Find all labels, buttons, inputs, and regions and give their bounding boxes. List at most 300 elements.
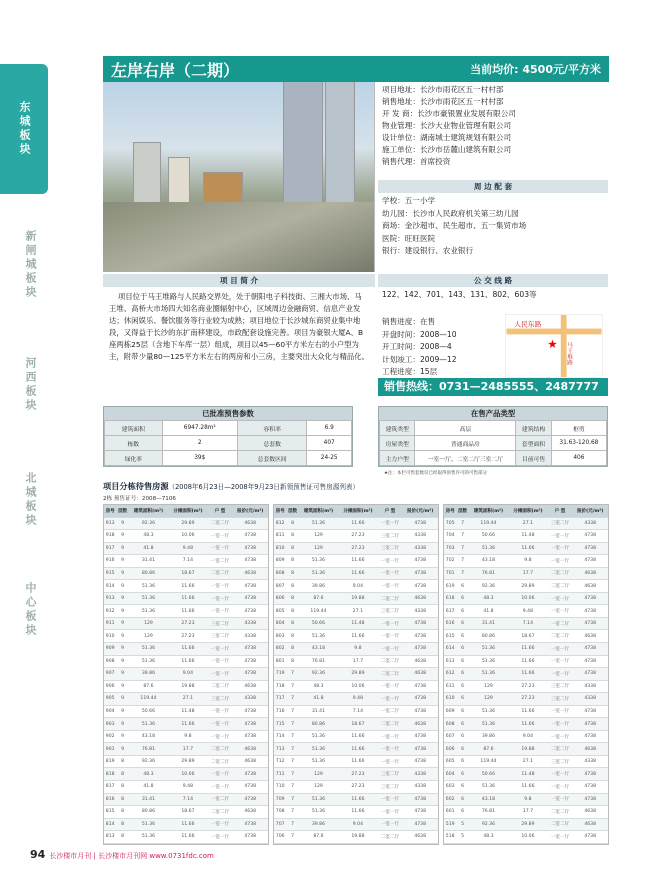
listing-cell: 4338: [402, 780, 438, 793]
listing-header-cell: 房号: [444, 505, 456, 517]
listing-cell: 6: [456, 668, 468, 681]
listing-subtitle: 2栋 预售证号：2008—7106: [103, 496, 176, 502]
listing-cell: 9: [116, 730, 128, 743]
listing-cell: 一室一厅: [548, 768, 573, 781]
facility-item: 学校：五一小学: [382, 196, 436, 205]
listing-cell: 二室二厅: [548, 818, 573, 831]
listing-cell: 813: [104, 831, 116, 844]
table-row: [274, 555, 438, 568]
listing-cell: 7: [286, 793, 298, 806]
table-row: [444, 655, 608, 668]
listing-cell: 三室二厅: [378, 542, 403, 555]
listing-cell: 4638: [232, 743, 268, 756]
listing-cell: 617: [444, 605, 456, 618]
table-row: [274, 542, 438, 555]
listing-cell: 27.23: [168, 630, 207, 643]
table-row: [444, 780, 608, 793]
param-label: 房屋类型: [380, 436, 415, 451]
listing-cell: 8: [286, 542, 298, 555]
param-value: 6947.28m²: [162, 421, 237, 436]
param-row: [380, 436, 607, 451]
sidebar-tab-label: 中心板块: [24, 582, 37, 638]
status-line: 销售进度：在售: [382, 317, 436, 326]
listing-cell: 一室一厅: [208, 718, 233, 731]
sidebar-tab-label: 东城板块: [18, 101, 31, 157]
listing-cell: 805: [274, 605, 286, 618]
listing-cell: 27.23: [508, 693, 547, 706]
listing-cell: 4338: [402, 605, 438, 618]
listing-cell: 6: [456, 693, 468, 706]
param-label: 目前可售: [516, 451, 551, 466]
listing-cell: 二室二厅: [378, 592, 403, 605]
listing-cell: 51.36: [469, 668, 508, 681]
listing-cell: 7: [286, 818, 298, 831]
listing-cell: 29.89: [338, 668, 377, 681]
listing-cell: 7: [286, 668, 298, 681]
listing-cell: 701: [444, 567, 456, 580]
listing-cell: 811: [274, 530, 286, 543]
listing-cell: 4738: [572, 730, 608, 743]
listing-cell: 6: [456, 755, 468, 768]
listing-cell: 915: [104, 567, 116, 580]
listing-cell: 二室二厅: [378, 831, 403, 844]
table-row: [274, 705, 438, 718]
facilities-title: 周 边 配 套: [378, 180, 608, 193]
listing-cell: 一室一厅: [548, 642, 573, 655]
listing-cell: 一室一厅: [548, 605, 573, 618]
listing-cell: 51.36: [299, 743, 338, 756]
listing-cell: 9: [116, 555, 128, 568]
listing-cell: 一室一厅: [208, 705, 233, 718]
table-row: [104, 530, 268, 543]
listing-heading: 项目分栋待售房源: [103, 481, 169, 491]
listing-cell: 4738: [232, 718, 268, 731]
listing-cell: 一室一厅: [548, 831, 573, 844]
listing-cell: 41.8: [299, 693, 338, 706]
listing-cell: 二室二厅: [548, 743, 573, 756]
param-value: 高层: [415, 421, 516, 436]
listing-cell: 9.48: [338, 693, 377, 706]
table-row: [104, 768, 268, 781]
listing-cell: 19.88: [338, 831, 377, 844]
listing-cell: 76.81: [469, 806, 508, 819]
listing-cell: 51.36: [129, 592, 168, 605]
status-line: 计划竣工：2009—12: [382, 354, 457, 364]
listing-cell: 4738: [232, 793, 268, 806]
listing-cell: 一室一厅: [378, 743, 403, 756]
listing-cell: 8: [286, 530, 298, 543]
listing-cell: 一室一厅: [378, 630, 403, 643]
listing-cell: 9: [116, 743, 128, 756]
listing-cell: 7: [286, 680, 298, 693]
table-row: [274, 630, 438, 643]
listing-cell: 87.6: [129, 680, 168, 693]
presale-title: 已批准预售参数: [104, 407, 352, 420]
listing-cell: 606: [444, 743, 456, 756]
listing-cell: 51.36: [129, 718, 168, 731]
listing-cell: 6: [456, 655, 468, 668]
listing-cell: 4338: [572, 755, 608, 768]
listing-cell: 6: [456, 705, 468, 718]
table-row: [104, 517, 268, 530]
param-row: [380, 421, 607, 436]
map-road1-label: 人民东路: [514, 320, 542, 329]
listing-cell: 11.66: [168, 718, 207, 731]
bus-title: 公 交 线 路: [378, 274, 608, 287]
listing-cell: 7.14: [168, 555, 207, 568]
listing-cell: 712: [274, 755, 286, 768]
listing-cell: 80.86: [129, 806, 168, 819]
project-header: [103, 56, 609, 82]
listing-cell: 48.3: [469, 831, 508, 844]
listing-cell: 51.36: [299, 806, 338, 819]
table-row: [104, 630, 268, 643]
param-value: 6.9: [307, 421, 352, 436]
listing-cell: 51.36: [299, 517, 338, 530]
listing-cell: 6: [456, 630, 468, 643]
table-row: [444, 517, 608, 530]
map-road-horizontal: [507, 329, 602, 335]
listing-cell: 4638: [232, 567, 268, 580]
listing-cell: 6: [456, 718, 468, 731]
listing-cell: 18.67: [508, 630, 547, 643]
listing-cell: 913: [104, 592, 116, 605]
listing-cell: 76.81: [129, 743, 168, 756]
listing-cell: 一室一厅: [208, 668, 233, 681]
listing-cell: 17.7: [508, 806, 547, 819]
table-row: [104, 680, 268, 693]
listing-cell: 48.3: [129, 768, 168, 781]
listing-cell: 一室一厅: [548, 655, 573, 668]
listing-cell: 4738: [232, 530, 268, 543]
table-row: [444, 530, 608, 543]
listing-cell: 4638: [402, 831, 438, 844]
listing-cell: 11.48: [168, 705, 207, 718]
param-label: 建筑面积: [105, 421, 163, 436]
listing-cell: 27.23: [338, 780, 377, 793]
listing-cell: 129: [299, 780, 338, 793]
listing-cell: 809: [274, 555, 286, 568]
listing-cell: 11.66: [338, 517, 377, 530]
listing-cell: 4738: [232, 705, 268, 718]
listing-cell: 9.8: [168, 730, 207, 743]
table-row: [444, 542, 608, 555]
listing-cell: 11.66: [168, 642, 207, 655]
listing-cell: 9: [116, 580, 128, 593]
info-line: 销售代理：首席投资: [382, 157, 451, 166]
listing-cell: 92.36: [129, 517, 168, 530]
table-row: [104, 655, 268, 668]
page-number: 94: [30, 848, 46, 861]
listing-cell: 11.66: [508, 705, 547, 718]
listing-cell: 4738: [402, 642, 438, 655]
listing-cell: 912: [104, 605, 116, 618]
listing-cell: 41.8: [129, 780, 168, 793]
listing-cell: 43.18: [469, 793, 508, 806]
listing-cell: 4738: [402, 755, 438, 768]
listing-cell: 612: [444, 668, 456, 681]
listing-cell: 806: [274, 592, 286, 605]
listing-header-cell: 层数: [116, 505, 128, 517]
listing-cell: 4738: [232, 605, 268, 618]
listing-cell: 4738: [232, 730, 268, 743]
listing-cell: 三室二厅: [378, 605, 403, 618]
listing-header-row: [444, 505, 608, 517]
listing-cell: 9.04: [338, 818, 377, 831]
table-row: [444, 642, 608, 655]
listing-cell: 5: [456, 818, 468, 831]
listing-cell: 27.1: [508, 517, 547, 530]
listing-cell: 27.1: [338, 605, 377, 618]
table-row: [104, 642, 268, 655]
listing-cell: 11.66: [338, 793, 377, 806]
status-line: 开工时间：2008—4: [382, 342, 452, 351]
listing-cell: 4738: [232, 542, 268, 555]
listing-cell: 51.36: [299, 755, 338, 768]
listing-column-2: [273, 504, 439, 845]
listing-cell: 二室二厅: [548, 630, 573, 643]
footer: [30, 848, 214, 861]
listing-cell: 7: [286, 693, 298, 706]
status-line: 工程进度：15层: [382, 367, 438, 376]
listing-cell: 18.67: [338, 718, 377, 731]
listing-cell: 4738: [232, 655, 268, 668]
listing-header-cell: 户 型: [208, 505, 233, 517]
table-row: [444, 630, 608, 643]
listing-cell: 19.88: [508, 743, 547, 756]
listing-cell: 27.23: [338, 530, 377, 543]
listing-cell: 4638: [572, 580, 608, 593]
listing-cell: 一室二厅: [208, 555, 233, 568]
listing-cell: 51.36: [299, 793, 338, 806]
table-row: [444, 680, 608, 693]
table-row: [274, 768, 438, 781]
table-row: [274, 718, 438, 731]
listing-header-cell: 分摊面积(m²): [508, 505, 547, 517]
listing-range: （2008年6月23日—2008年9月23日新领预售证可售房源列表）: [168, 483, 360, 491]
listing-header-cell: 层数: [286, 505, 298, 517]
listing-cell: 48.3: [129, 530, 168, 543]
listing-cell: 51.36: [469, 780, 508, 793]
listing-cell: 9.8: [508, 555, 547, 568]
info-line: 物业管理：长沙大业物业管理有限公司: [382, 121, 512, 130]
listing-cell: 4738: [572, 705, 608, 718]
table-row: [104, 730, 268, 743]
listing-cell: 704: [444, 530, 456, 543]
listing-cell: 4338: [572, 517, 608, 530]
sidebar-tab-1[interactable]: [10, 210, 50, 320]
project-photo: [103, 82, 375, 272]
param-label: 建筑结构: [516, 421, 551, 436]
table-row: [274, 693, 438, 706]
listing-cell: 4638: [232, 755, 268, 768]
listing-cell: 一室一厅: [208, 768, 233, 781]
listing-cell: 50.66: [299, 617, 338, 630]
listing-cell: 7.14: [508, 617, 547, 630]
table-row: [444, 580, 608, 593]
listing-cell: 911: [104, 617, 116, 630]
table-row: [444, 592, 608, 605]
listing-cell: 92.36: [469, 580, 508, 593]
listing-cell: 31.41: [129, 793, 168, 806]
listing-cell: 一室一厅: [208, 592, 233, 605]
listing-cell: 18.67: [168, 806, 207, 819]
listing-cell: 4638: [572, 818, 608, 831]
sidebar-tab-0[interactable]: [0, 64, 48, 194]
listing-cell: 4738: [402, 555, 438, 568]
listing-cell: 7: [286, 780, 298, 793]
listing-cell: 二室二厅: [208, 806, 233, 819]
param-value: 框剪: [551, 421, 606, 436]
listing-cell: 4738: [402, 818, 438, 831]
listing-header-cell: 户 型: [548, 505, 573, 517]
listing-cell: 80.86: [299, 718, 338, 731]
listing-cell: 4738: [232, 555, 268, 568]
listing-cell: 816: [104, 793, 116, 806]
listing-cell: 18.67: [168, 567, 207, 580]
listing-cell: 9.48: [168, 780, 207, 793]
listing-cell: 4338: [572, 680, 608, 693]
listing-cell: 三室二厅: [208, 617, 233, 630]
listing-header-cell: 建筑面积(m²): [469, 505, 508, 517]
listing-cell: 119.44: [469, 517, 508, 530]
listing-cell: 92.36: [129, 755, 168, 768]
presale-table: [104, 420, 352, 466]
listing-cell: 9: [116, 530, 128, 543]
listing-cell: 9.48: [508, 605, 547, 618]
listing-cell: 9: [116, 605, 128, 618]
listing-cell: 11.48: [508, 768, 547, 781]
listing-cell: 4738: [402, 517, 438, 530]
table-row: [444, 718, 608, 731]
listing-cell: 917: [104, 542, 116, 555]
listing-cell: 51.36: [129, 642, 168, 655]
listing-cell: 4738: [402, 793, 438, 806]
listing-cell: 一室一厅: [548, 718, 573, 731]
listing-cell: 11.66: [338, 806, 377, 819]
table-row: [444, 693, 608, 706]
listing-cell: 906: [104, 680, 116, 693]
listing-cell: 717: [274, 693, 286, 706]
listing-cell: 8: [286, 555, 298, 568]
listing-cell: 810: [274, 542, 286, 555]
listing-cell: 4638: [232, 806, 268, 819]
listing-cell: 17.7: [168, 743, 207, 756]
listing-cell: 604: [444, 768, 456, 781]
listing-cell: 129: [129, 630, 168, 643]
location-map: [505, 314, 603, 378]
listing-cell: 二室二厅: [378, 655, 403, 668]
listing-cell: 11.66: [508, 655, 547, 668]
listing-cell: 一室一厅: [548, 780, 573, 793]
listing-cell: 51.36: [129, 580, 168, 593]
listing-cell: 29.89: [168, 755, 207, 768]
listing-cell: 51.36: [469, 705, 508, 718]
listing-cell: 4338: [572, 693, 608, 706]
listing-cell: 39.86: [129, 668, 168, 681]
listing-cell: 608: [444, 718, 456, 731]
sidebar-tab-4[interactable]: [10, 565, 50, 655]
listing-cell: 910: [104, 630, 116, 643]
listing-cell: 48.3: [299, 680, 338, 693]
listing-cell: 819: [104, 755, 116, 768]
listing-cell: 918: [104, 530, 116, 543]
listing-cell: 17.7: [508, 567, 547, 580]
listing-cell: 619: [444, 580, 456, 593]
listing-cell: 4338: [402, 542, 438, 555]
listing-cell: 119.44: [469, 755, 508, 768]
sidebar-tab-2[interactable]: [10, 340, 50, 430]
listing-cell: 4638: [402, 655, 438, 668]
param-row: [105, 451, 352, 466]
listing-cell: 87.6: [299, 831, 338, 844]
listing-cell: 914: [104, 580, 116, 593]
table-row: [274, 592, 438, 605]
listing-cell: 119.44: [129, 693, 168, 706]
footer-text: 长沙楼市月刊 | 长沙楼市月刊网 www.0731fdc.com: [49, 852, 214, 860]
table-row: [274, 580, 438, 593]
listing-cell: 4738: [572, 655, 608, 668]
listing-cell: 二室二厅: [378, 718, 403, 731]
listing-cell: 51.36: [299, 567, 338, 580]
sidebar-tab-label: 北城板块: [24, 472, 37, 528]
listing-cell: 6: [456, 780, 468, 793]
table-row: [444, 831, 608, 844]
table-row: [104, 555, 268, 568]
listing-cell: 129: [299, 530, 338, 543]
listing-cell: 4638: [572, 806, 608, 819]
table-row: [104, 542, 268, 555]
listing-cell: 一室一厅: [548, 705, 573, 718]
listing-cell: 一室一厅: [208, 818, 233, 831]
listing-cell: 50.66: [469, 530, 508, 543]
param-value: 2: [162, 436, 237, 451]
table-row: [274, 530, 438, 543]
listing-cell: 6: [456, 642, 468, 655]
listing-cell: 一室一厅: [208, 542, 233, 555]
listing-column-1: [103, 504, 269, 845]
listing-cell: 4738: [402, 743, 438, 756]
listing-cell: 616: [444, 617, 456, 630]
listing-cell: 29.89: [508, 580, 547, 593]
listing-cell: 11.66: [168, 580, 207, 593]
listing-cell: 一室一厅: [208, 642, 233, 655]
listing-cell: 908: [104, 655, 116, 668]
param-label: 套型面积: [516, 436, 551, 451]
listing-cell: 二室二厅: [208, 517, 233, 530]
info-line: 施工单位：长沙市岳麓山建筑有限公司: [382, 145, 512, 154]
listing-cell: 129: [129, 617, 168, 630]
listing-cell: 11.66: [168, 592, 207, 605]
listing-cell: 10.06: [338, 680, 377, 693]
sidebar-tab-label: 新闸城板块: [24, 230, 37, 300]
listing-cell: 804: [274, 617, 286, 630]
average-price: 当前均价: 4500元/平方米: [470, 63, 601, 76]
table-row: [444, 793, 608, 806]
listing-cell: 7: [286, 768, 298, 781]
listing-cell: 二室二厅: [208, 743, 233, 756]
sidebar-tab-3[interactable]: [10, 455, 50, 545]
listing-cell: 4738: [232, 780, 268, 793]
table-row: [274, 567, 438, 580]
listing-cell: 8: [286, 517, 298, 530]
listing-cell: 11.66: [338, 567, 377, 580]
listing-cell: 7: [286, 705, 298, 718]
intro-title: 项 目 简 介: [103, 274, 375, 287]
table-row: [274, 755, 438, 768]
listing-cell: 41.8: [129, 542, 168, 555]
param-label: 绿化率: [105, 451, 163, 466]
